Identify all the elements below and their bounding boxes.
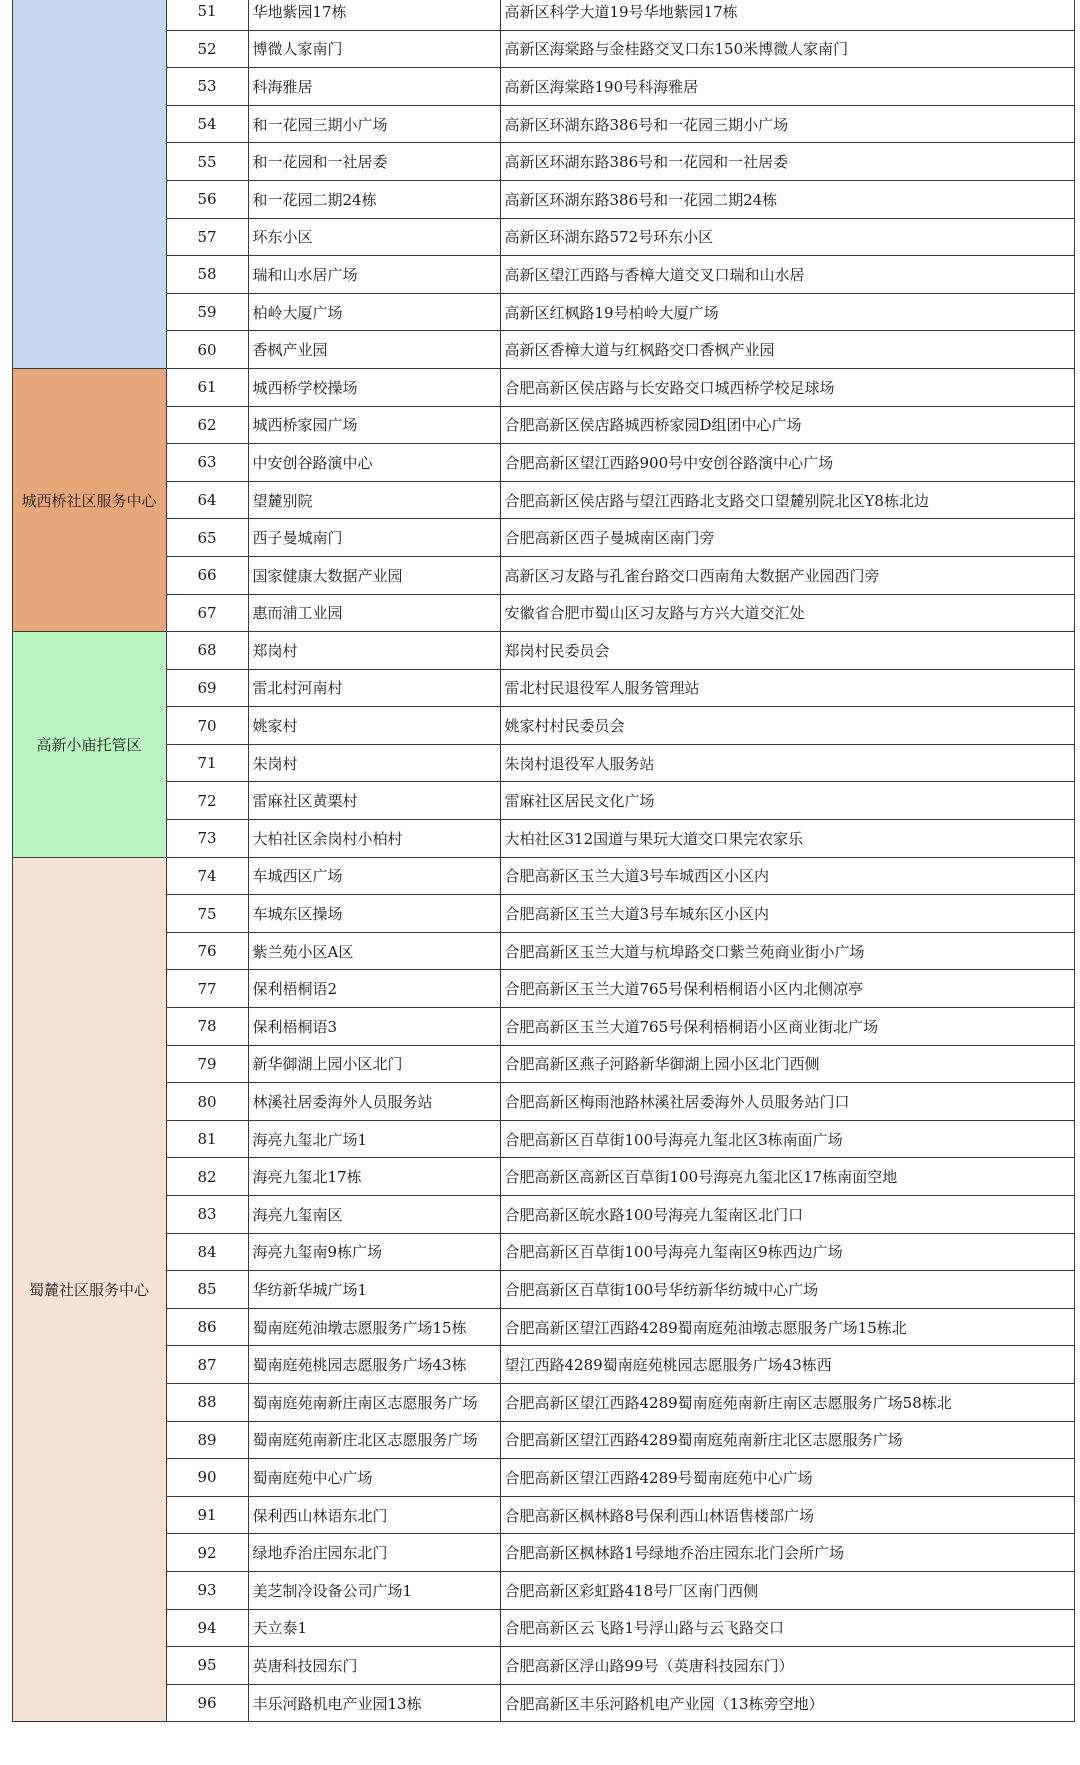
site-address: 合肥高新区望江西路4289蜀南庭苑油墩志愿服务广场15栋北 — [500, 1308, 1074, 1346]
row-edge — [1074, 1684, 1080, 1722]
row-edge — [1074, 1496, 1080, 1534]
site-name: 英唐科技园东门 — [248, 1647, 500, 1685]
row-number: 84 — [166, 1233, 248, 1271]
row-number: 73 — [166, 820, 248, 858]
row-number: 51 — [166, 0, 248, 30]
row-margin — [0, 632, 12, 670]
row-margin — [0, 556, 12, 594]
site-name: 天立泰1 — [248, 1609, 500, 1647]
row-margin — [0, 180, 12, 218]
row-edge — [1074, 1233, 1080, 1271]
row-number: 92 — [166, 1534, 248, 1572]
site-name: 蜀南庭苑油墩志愿服务广场15栋 — [248, 1308, 500, 1346]
site-address: 合肥高新区望江西路900号中安创谷路演中心广场 — [500, 444, 1074, 482]
site-address: 姚家村村民委员会 — [500, 707, 1074, 745]
row-edge — [1074, 1271, 1080, 1309]
site-address: 高新区望江西路与香樟大道交叉口瑞和山水居 — [500, 256, 1074, 294]
site-address: 高新区红枫路19号柏岭大厦广场 — [500, 293, 1074, 331]
row-edge — [1074, 744, 1080, 782]
row-number: 56 — [166, 180, 248, 218]
site-name: 蜀南庭苑中心广场 — [248, 1459, 500, 1497]
row-margin — [0, 744, 12, 782]
row-margin — [0, 444, 12, 482]
site-address: 合肥高新区玉兰大道与杭埠路交口紫兰苑商业街小广场 — [500, 932, 1074, 970]
site-name: 保利梧桐语2 — [248, 970, 500, 1008]
site-address: 望江西路4289蜀南庭苑桃园志愿服务广场43栋西 — [500, 1346, 1074, 1384]
table-row — [0, 632, 1080, 670]
row-margin — [0, 1308, 12, 1346]
site-name: 郑岗村 — [248, 632, 500, 670]
row-margin — [0, 1196, 12, 1234]
site-name: 保利西山林语东北门 — [248, 1496, 500, 1534]
row-number: 72 — [166, 782, 248, 820]
row-edge — [1074, 970, 1080, 1008]
site-address: 合肥高新区百草街100号华纺新华纺城中心广场 — [500, 1271, 1074, 1309]
row-margin — [0, 1008, 12, 1046]
row-edge — [1074, 1383, 1080, 1421]
row-edge — [1074, 481, 1080, 519]
row-number: 53 — [166, 68, 248, 106]
site-name: 海亮九玺北17栋 — [248, 1158, 500, 1196]
row-number: 86 — [166, 1308, 248, 1346]
site-address: 合肥高新区浮山路99号（英唐科技园东门） — [500, 1647, 1074, 1685]
row-margin — [0, 519, 12, 557]
row-edge — [1074, 1459, 1080, 1497]
site-address: 合肥高新区皖水路100号海亮九玺南区北门口 — [500, 1196, 1074, 1234]
row-edge — [1074, 594, 1080, 632]
row-number: 87 — [166, 1346, 248, 1384]
row-number: 54 — [166, 105, 248, 143]
site-address: 合肥高新区望江西路4289号蜀南庭苑中心广场 — [500, 1459, 1074, 1497]
site-name: 保利梧桐语3 — [248, 1008, 500, 1046]
row-edge — [1074, 1196, 1080, 1234]
row-margin — [0, 669, 12, 707]
site-address: 合肥高新区玉兰大道765号保利梧桐语小区商业街北广场 — [500, 1008, 1074, 1046]
row-number: 94 — [166, 1609, 248, 1647]
row-margin — [0, 331, 12, 369]
row-margin — [0, 293, 12, 331]
site-name: 海亮九玺北广场1 — [248, 1120, 500, 1158]
row-number: 67 — [166, 594, 248, 632]
row-margin — [0, 1233, 12, 1271]
row-number: 66 — [166, 556, 248, 594]
site-name: 国家健康大数据产业园 — [248, 556, 500, 594]
row-margin — [0, 932, 12, 970]
site-address: 合肥高新区玉兰大道3号车城西区小区内 — [500, 857, 1074, 895]
row-margin — [0, 895, 12, 933]
row-edge — [1074, 1609, 1080, 1647]
site-name: 望麓别院 — [248, 481, 500, 519]
row-number: 75 — [166, 895, 248, 933]
site-name: 蜀南庭苑南新庄北区志愿服务广场 — [248, 1421, 500, 1459]
row-number: 76 — [166, 932, 248, 970]
row-edge — [1074, 1346, 1080, 1384]
row-number: 68 — [166, 632, 248, 670]
site-address: 郑岗村民委员会 — [500, 632, 1074, 670]
row-edge — [1074, 30, 1080, 68]
row-margin — [0, 707, 12, 745]
service-center-cell: 城西桥社区服务中心 — [12, 368, 166, 631]
site-address: 雷北村民退役军人服务管理站 — [500, 669, 1074, 707]
row-number: 93 — [166, 1571, 248, 1609]
row-margin — [0, 30, 12, 68]
site-address: 高新区海棠路190号科海雅居 — [500, 68, 1074, 106]
site-name: 惠而浦工业园 — [248, 594, 500, 632]
row-edge — [1074, 820, 1080, 858]
row-margin — [0, 256, 12, 294]
row-edge — [1074, 68, 1080, 106]
service-center-cell: 蜀麓社区服务中心 — [12, 857, 166, 1722]
row-edge — [1074, 1308, 1080, 1346]
row-number: 59 — [166, 293, 248, 331]
row-number: 74 — [166, 857, 248, 895]
site-name: 大柏社区余岗村小柏村 — [248, 820, 500, 858]
row-margin — [0, 857, 12, 895]
site-name: 和一花园二期24栋 — [248, 180, 500, 218]
row-number: 61 — [166, 368, 248, 406]
site-address: 合肥高新区百草街100号海亮九玺北区3栋南面广场 — [500, 1120, 1074, 1158]
site-address: 高新区环湖东路386号和一花园和一社居委 — [500, 143, 1074, 181]
site-name: 中安创谷路演中心 — [248, 444, 500, 482]
site-address: 高新区香樟大道与红枫路交口香枫产业园 — [500, 331, 1074, 369]
row-margin — [0, 970, 12, 1008]
service-center-cell — [12, 0, 166, 368]
row-edge — [1074, 895, 1080, 933]
row-number: 80 — [166, 1083, 248, 1121]
site-name: 车城东区操场 — [248, 895, 500, 933]
site-address: 合肥高新区彩虹路418号厂区南门西侧 — [500, 1571, 1074, 1609]
row-edge — [1074, 519, 1080, 557]
site-address: 合肥高新区玉兰大道765号保利梧桐语小区内北侧凉亭 — [500, 970, 1074, 1008]
row-margin — [0, 68, 12, 106]
row-margin — [0, 1496, 12, 1534]
row-edge — [1074, 368, 1080, 406]
site-name: 城西桥家园广场 — [248, 406, 500, 444]
row-edge — [1074, 406, 1080, 444]
site-address: 合肥高新区百草街100号海亮九玺南区9栋西边广场 — [500, 1233, 1074, 1271]
row-edge — [1074, 632, 1080, 670]
row-edge — [1074, 1083, 1080, 1121]
row-edge — [1074, 256, 1080, 294]
row-margin — [0, 1346, 12, 1384]
site-name: 海亮九玺南9栋广场 — [248, 1233, 500, 1271]
row-edge — [1074, 1534, 1080, 1572]
row-margin — [0, 594, 12, 632]
row-edge — [1074, 556, 1080, 594]
site-name: 和一花园三期小广场 — [248, 105, 500, 143]
site-name: 柏岭大厦广场 — [248, 293, 500, 331]
row-number: 57 — [166, 218, 248, 256]
row-number: 78 — [166, 1008, 248, 1046]
site-address: 合肥高新区玉兰大道3号车城东区小区内 — [500, 895, 1074, 933]
site-address: 合肥高新区侯店路城西桥家园D组团中心广场 — [500, 406, 1074, 444]
table-row — [0, 857, 1080, 895]
site-address: 合肥高新区梅雨池路林溪社居委海外人员服务站门口 — [500, 1083, 1074, 1121]
row-number: 82 — [166, 1158, 248, 1196]
service-center-cell: 高新小庙托管区 — [12, 632, 166, 858]
row-edge — [1074, 782, 1080, 820]
site-name: 绿地乔治庄园东北门 — [248, 1534, 500, 1572]
row-edge — [1074, 1045, 1080, 1083]
row-margin — [0, 782, 12, 820]
site-address: 合肥高新区望江西路4289蜀南庭苑南新庄北区志愿服务广场 — [500, 1421, 1074, 1459]
site-address: 合肥高新区侯店路与长安路交口城西桥学校足球场 — [500, 368, 1074, 406]
row-number: 70 — [166, 707, 248, 745]
site-name: 雷北村河南村 — [248, 669, 500, 707]
row-number: 64 — [166, 481, 248, 519]
row-number: 62 — [166, 406, 248, 444]
site-name: 瑞和山水居广场 — [248, 256, 500, 294]
row-margin — [0, 1083, 12, 1121]
row-edge — [1074, 180, 1080, 218]
site-address: 高新区习友路与孔雀台路交口西南角大数据产业园西门旁 — [500, 556, 1074, 594]
row-margin — [0, 105, 12, 143]
row-edge — [1074, 1421, 1080, 1459]
row-margin — [0, 1045, 12, 1083]
row-number: 65 — [166, 519, 248, 557]
row-number: 60 — [166, 331, 248, 369]
row-edge — [1074, 1120, 1080, 1158]
row-edge — [1074, 1008, 1080, 1046]
row-margin — [0, 1459, 12, 1497]
site-address: 雷麻社区居民文化广场 — [500, 782, 1074, 820]
row-number: 90 — [166, 1459, 248, 1497]
row-margin — [0, 368, 12, 406]
row-edge — [1074, 932, 1080, 970]
site-address: 合肥高新区丰乐河路机电产业园（13栋旁空地） — [500, 1684, 1074, 1722]
row-margin — [0, 820, 12, 858]
site-address: 高新区科学大道19号华地紫园17栋 — [500, 0, 1074, 30]
site-address: 合肥高新区枫林路1号绿地乔治庄园东北门会所广场 — [500, 1534, 1074, 1572]
site-name: 华地紫园17栋 — [248, 0, 500, 30]
site-name: 蜀南庭苑桃园志愿服务广场43栋 — [248, 1346, 500, 1384]
site-name: 环东小区 — [248, 218, 500, 256]
row-edge — [1074, 331, 1080, 369]
site-address: 朱岗村退役军人服务站 — [500, 744, 1074, 782]
row-edge — [1074, 0, 1080, 30]
row-margin — [0, 481, 12, 519]
site-name: 车城西区广场 — [248, 857, 500, 895]
row-margin — [0, 1684, 12, 1722]
row-edge — [1074, 707, 1080, 745]
site-name: 和一花园和一社居委 — [248, 143, 500, 181]
site-name: 华纺新华城广场1 — [248, 1271, 500, 1309]
row-margin — [0, 1609, 12, 1647]
row-edge — [1074, 669, 1080, 707]
row-margin — [0, 218, 12, 256]
row-edge — [1074, 105, 1080, 143]
row-edge — [1074, 143, 1080, 181]
row-margin — [0, 1647, 12, 1685]
site-address: 合肥高新区西子曼城南区南门旁 — [500, 519, 1074, 557]
row-margin — [0, 1158, 12, 1196]
site-name: 林溪社居委海外人员服务站 — [248, 1083, 500, 1121]
site-name: 朱岗村 — [248, 744, 500, 782]
row-margin — [0, 0, 12, 30]
site-address: 合肥高新区枫林路8号保利西山林语售楼部广场 — [500, 1496, 1074, 1534]
site-name: 博微人家南门 — [248, 30, 500, 68]
site-name: 城西桥学校操场 — [248, 368, 500, 406]
site-address: 合肥高新区望江西路4289蜀南庭苑南新庄南区志愿服务广场58栋北 — [500, 1383, 1074, 1421]
row-edge — [1074, 218, 1080, 256]
row-margin — [0, 1534, 12, 1572]
row-number: 79 — [166, 1045, 248, 1083]
table-row — [0, 0, 1080, 30]
site-name: 美芝制冷设备公司广场1 — [248, 1571, 500, 1609]
row-margin — [0, 143, 12, 181]
table-row — [0, 368, 1080, 406]
row-number: 89 — [166, 1421, 248, 1459]
row-margin — [0, 1421, 12, 1459]
site-address: 高新区海棠路与金桂路交叉口东150米博微人家南门 — [500, 30, 1074, 68]
row-edge — [1074, 1571, 1080, 1609]
site-name: 新华御湖上园小区北门 — [248, 1045, 500, 1083]
row-number: 69 — [166, 669, 248, 707]
site-name: 西子曼城南门 — [248, 519, 500, 557]
row-number: 58 — [166, 256, 248, 294]
row-number: 91 — [166, 1496, 248, 1534]
row-number: 52 — [166, 30, 248, 68]
site-address: 高新区环湖东路572号环东小区 — [500, 218, 1074, 256]
site-address: 高新区环湖东路386号和一花园三期小广场 — [500, 105, 1074, 143]
site-address: 安徽省合肥市蜀山区习友路与方兴大道交汇处 — [500, 594, 1074, 632]
site-address: 合肥高新区云飞路1号浮山路与云飞路交口 — [500, 1609, 1074, 1647]
site-address: 大柏社区312国道与果玩大道交口果完农家乐 — [500, 820, 1074, 858]
site-name: 香枫产业园 — [248, 331, 500, 369]
row-number: 85 — [166, 1271, 248, 1309]
row-number: 83 — [166, 1196, 248, 1234]
row-number: 88 — [166, 1383, 248, 1421]
site-name: 雷麻社区黄栗村 — [248, 782, 500, 820]
row-margin — [0, 1383, 12, 1421]
row-edge — [1074, 293, 1080, 331]
row-number: 95 — [166, 1647, 248, 1685]
site-name: 蜀南庭苑南新庄南区志愿服务广场 — [248, 1383, 500, 1421]
row-number: 81 — [166, 1120, 248, 1158]
row-number: 55 — [166, 143, 248, 181]
row-edge — [1074, 444, 1080, 482]
row-margin — [0, 1571, 12, 1609]
site-name: 紫兰苑小区A区 — [248, 932, 500, 970]
row-number: 71 — [166, 744, 248, 782]
row-margin — [0, 1120, 12, 1158]
site-address: 高新区环湖东路386号和一花园二期24栋 — [500, 180, 1074, 218]
site-name: 科海雅居 — [248, 68, 500, 106]
site-name: 海亮九玺南区 — [248, 1196, 500, 1234]
row-number: 63 — [166, 444, 248, 482]
site-address: 合肥高新区高新区百草街100号海亮九玺北区17栋南面空地 — [500, 1158, 1074, 1196]
row-margin — [0, 1271, 12, 1309]
site-address: 合肥高新区侯店路与望江西路北支路交口望麓别院北区Y8栋北边 — [500, 481, 1074, 519]
row-margin — [0, 406, 12, 444]
site-name: 丰乐河路机电产业园13栋 — [248, 1684, 500, 1722]
row-number: 77 — [166, 970, 248, 1008]
row-edge — [1074, 857, 1080, 895]
row-number: 96 — [166, 1684, 248, 1722]
row-edge — [1074, 1647, 1080, 1685]
site-address: 合肥高新区燕子河路新华御湖上园小区北门西侧 — [500, 1045, 1074, 1083]
row-edge — [1074, 1158, 1080, 1196]
site-name: 姚家村 — [248, 707, 500, 745]
